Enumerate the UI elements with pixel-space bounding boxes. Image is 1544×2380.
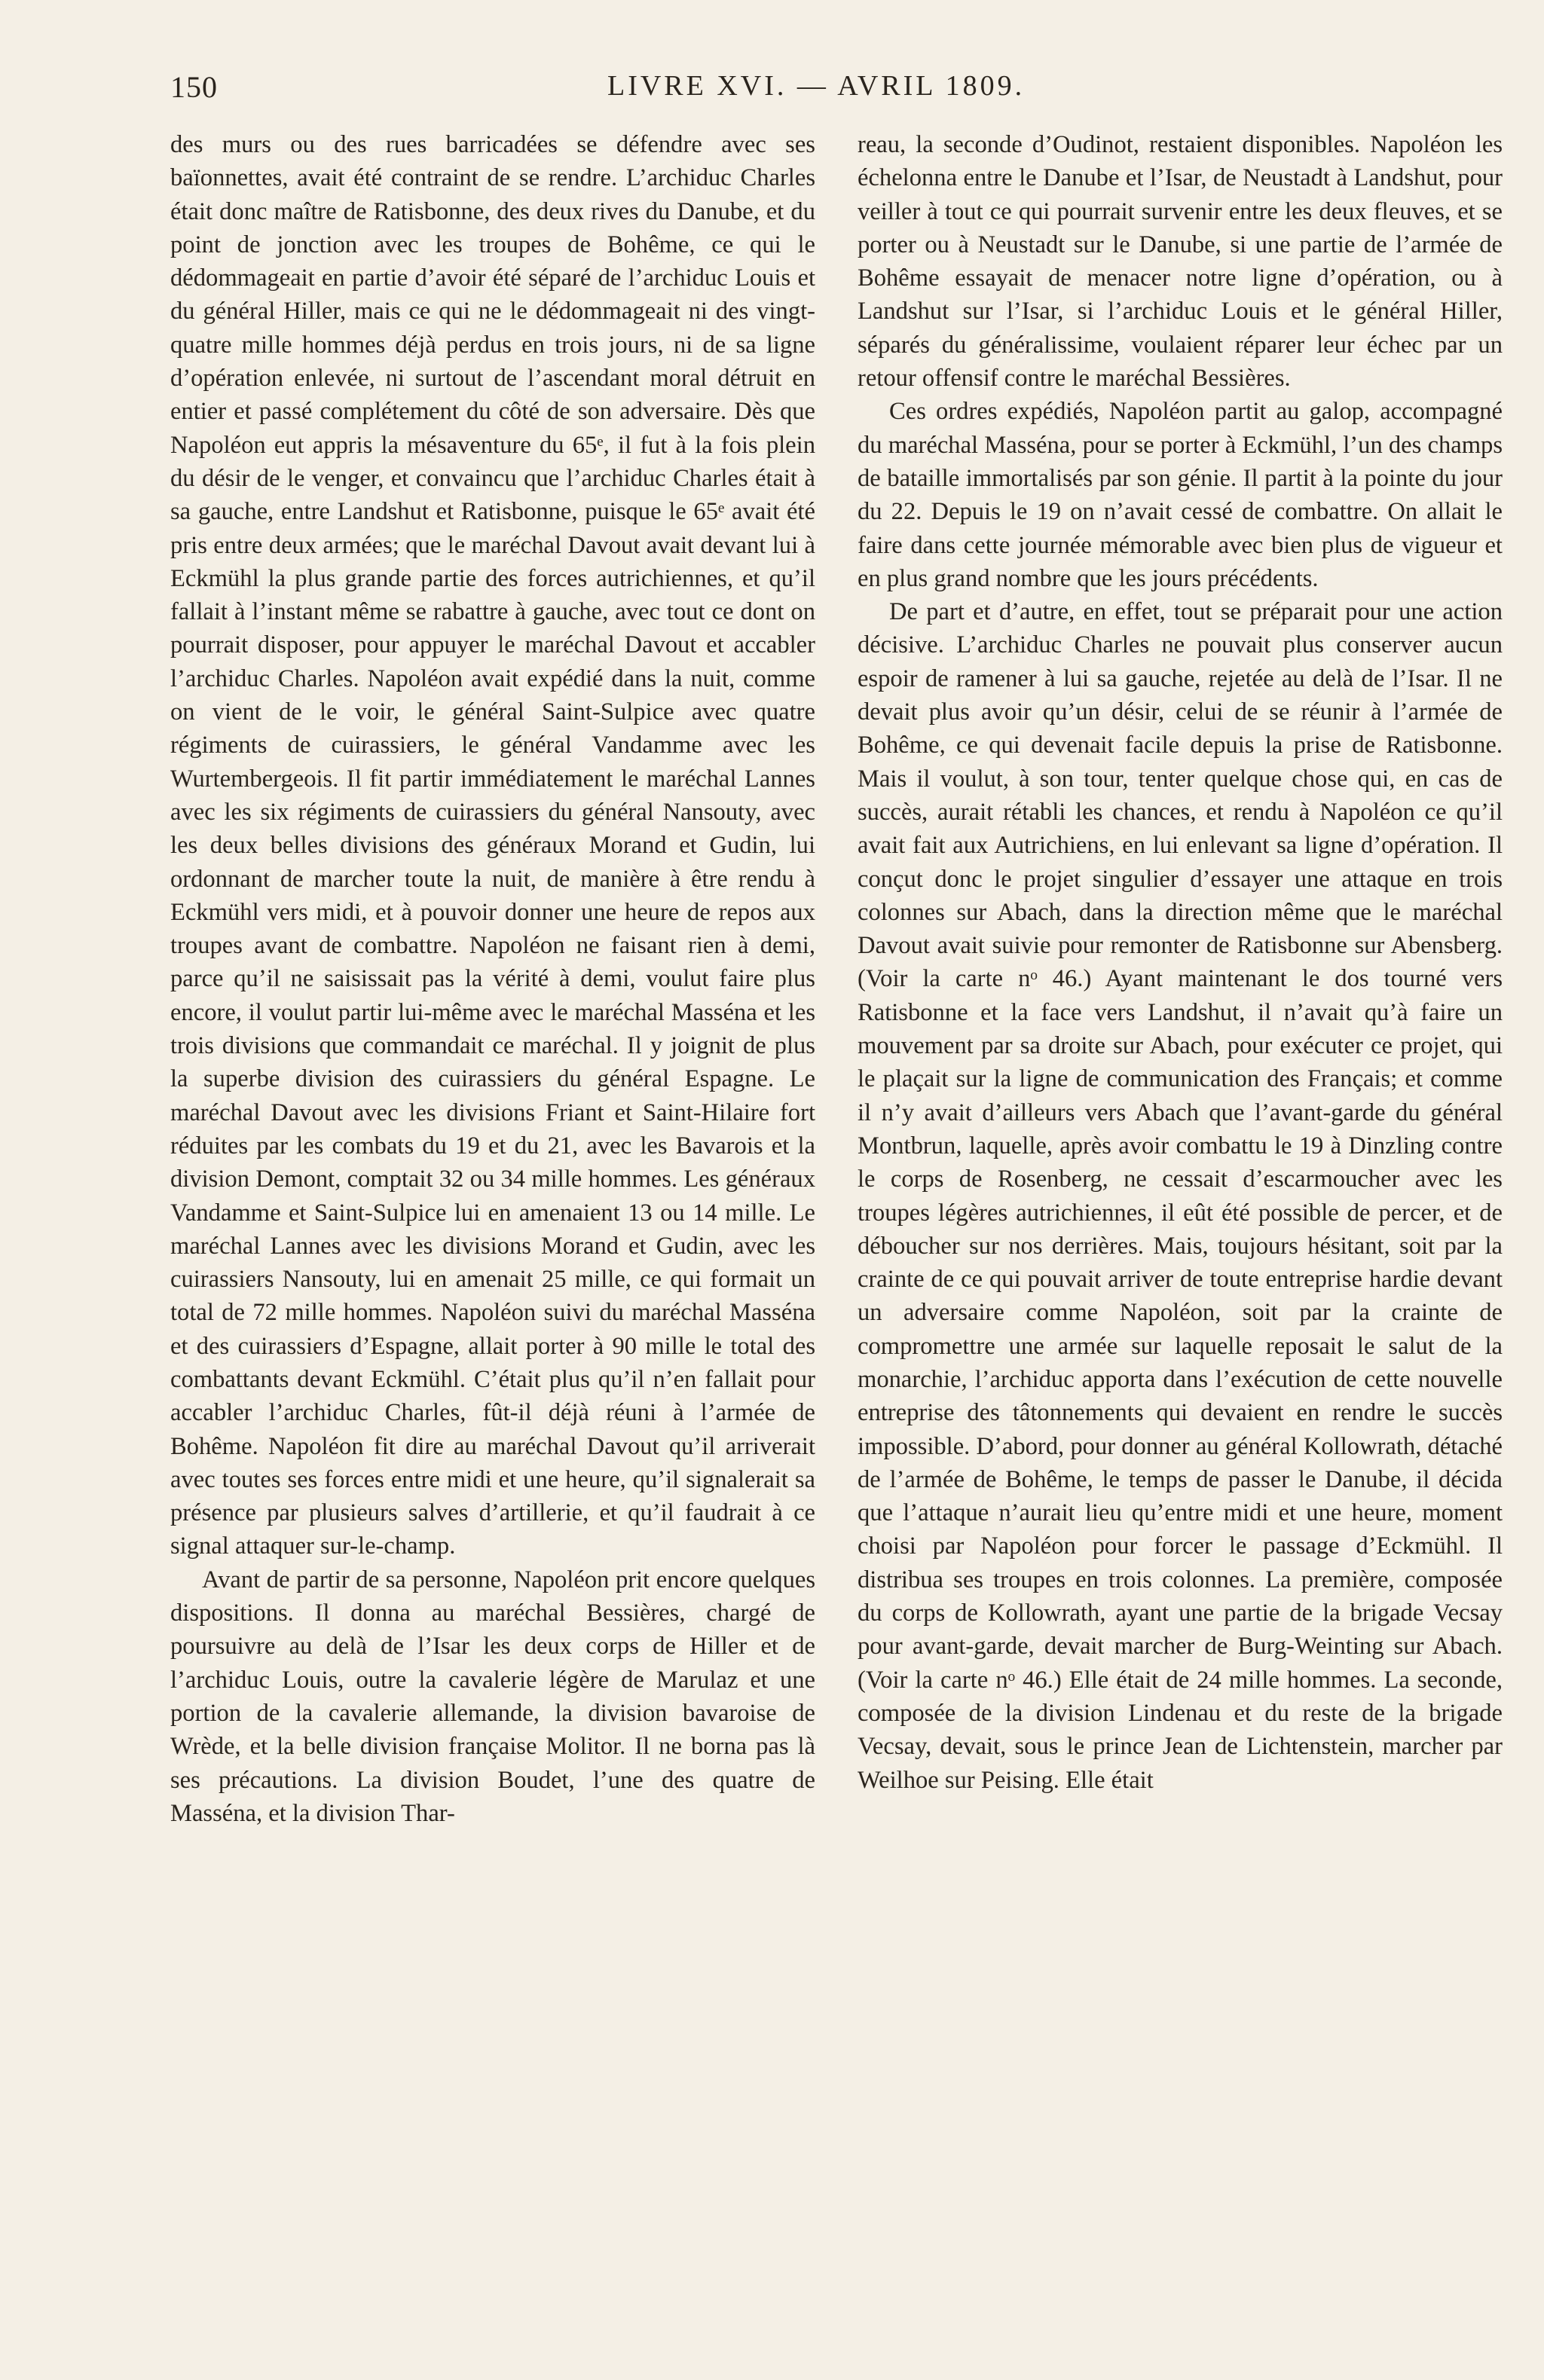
paragraph: des murs ou des rues barricadées se défendre avec ses baïonnettes, avait été contraint de se rendre. L’archiduc Charles était donc maître de Ratisbonne, des deux rives du Danube, et du point de jonction avec les troupes de Bohême, ce qui le dédommageait en partie d’avoir été séparé de l’archiduc Louis et du général Hiller, mais ce qui ne le dédommageait ni des vingt-quatre mille hommes déjà perdus en trois jours, ni de sa ligne d’opération enlevée, ni surtout de l’ascendant moral détruit en entier et passé complétement du côté de son adversaire. Dès que Napoléon eut appris la mésaventure du 65ᵉ, il fut à la fois plein du désir de le venger, et convaincu que l’archiduc Charles était à sa gauche, entre Landshut et Ratisbonne, puisque le 65ᵉ avait été pris entre deux armées; que le maréchal Davout avait devant lui à Eckmühl la plus grande partie des forces autrichiennes, et qu’il fallait à l’instant même se rabattre à gauche, avec tout ce dont on pourrait disposer, pour appuyer le maréchal Davout et accabler l’archiduc Charles. Napoléon avait expédié dans la nuit, comme on vient de le voir, le général Saint-Sulpice avec quatre régiments de cuirassiers, le général Vandamme avec les Wurtembergeois. Il fit partir immédiatement le maréchal Lannes avec les six régiments de cuirassiers du général Nansouty, avec les deux belles divisions des généraux Morand et Gudin, lui ordonnant de marcher toute la nuit, de manière à être rendu à Eckmühl vers midi, et à pouvoir donner une heure de repos aux troupes avant de combattre. Napoléon ne faisant rien à demi, parce qu’il ne saisissait pas la vérité à demi, voulut faire plus encore, il voulut partir lui-même avec le maréchal Masséna et les trois divisions que commandait ce maréchal. Il y joignit de plus la superbe division des cuirassiers du général Espagne. Le maréchal Davout avec les divisions Friant et Saint-Hilaire fort réduites par les combats du 19 et du 21, avec les Bavarois et la division Demont, comptait 32 ou 34 mille hommes. Les généraux Vandamme et Saint-Sulpice lui en amenaient 13 ou 14 mille. Le maréchal Lannes avec les divisions Morand et Gudin, avec les cuirassiers Nansouty, lui en amenait 25 mille, ce qui formait un total de 72 mille hommes. Napoléon suivi du maréchal Masséna et des cuirassiers d’Espagne, allait porter à 90 mille le total des combattants devant Eckmühl. C’était plus qu’il n’en fallait pour accabler l’archiduc Charles, fût-il déjà réuni à l’armée de Bohême. Napoléon fit dire au maréchal Davout qu’il arriverait avec toutes ses forces entre midi et une heure, qu’il signalerait sa présence par plusieurs salves d’artillerie, et qu’il faudrait à ce signal attaquer sur-le-champ. — [170, 131, 815, 1560]
text-column-left — [170, 128, 815, 1830]
paragraph: reau, la seconde d’Oudinot, restaient disponibles. Napoléon les échelonna entre le Danube et l’Isar, de Neustadt à Landshut, pour veiller à tout ce qui pourrait survenir entre les deux fleuves, et se porter ou à Neustadt sur le Danube, si une partie de l’armée de Bohême essayait de menacer notre ligne d’opération, ou à Landshut sur l’Isar, si l’archiduc Louis et le général Hiller, séparés du généralissime, voulaient réparer leur échec par un retour offensif contre le maréchal Bessières. — [858, 131, 1503, 393]
paragraph: Avant de partir de sa personne, Napoléon prit encore quelques dispositions. Il donna au maréchal Bessières, chargé de poursuivre au delà de l’Isar les deux corps de Hiller et de l’archiduc Louis, outre la cavalerie légère de Marulaz et une portion de la cavalerie allemande, la division bavaroise de Wrède, et la belle division française Molitor. Il ne borna pas là ses précautions. La division Boudet, l’une des quatre de Masséna, et la division Thar- — [170, 1566, 815, 1827]
running-title: LIVRE XVI. — AVRIL 1809. — [607, 70, 1026, 102]
paragraph: De part et d’autre, en effet, tout se préparait pour une action décisive. L’archiduc Charles ne pouvait plus conserver aucun espoir de ramener à lui sa gauche, rejetée au delà de l’Isar. Il ne devait plus avoir qu’un désir, celui de se réunir à l’armée de Bohême, ce qui devenait facile depuis la prise de Ratisbonne. Mais il voulut, à son tour, tenter quelque chose qui, en cas de succès, aurait rétabli les chances, et rendu à Napoléon ce qu’il avait fait aux Autrichiens, en lui enlevant sa ligne d’opération. Il conçut donc le projet singulier d’essayer une attaque en trois colonnes sur Abach, dans la direction même que le maréchal Davout avait suivie pour remonter de Ratisbonne sur Abensberg. (Voir la carte nᵒ 46.) Ayant maintenant le dos tourné vers Ratisbonne et la face vers Landshut, il n’avait qu’à faire un mouvement par sa droite sur Abach, pour exécuter ce projet, qui le plaçait sur la ligne de communication des Français; et comme il n’y avait d’ailleurs vers Abach que l’avant-garde du général Montbrun, laquelle, après avoir combattu le 19 à Dinzling contre le corps de Rosenberg, ne cessait d’escarmoucher avec les troupes légères autrichiennes, il eût été possible de percer, et de déboucher sur nos derrières. Mais, toujours hésitant, soit par la crainte de ce qui pouvait arriver de toute entreprise hardie devant un adversaire comme Napoléon, soit par la crainte de compromettre une armée sur laquelle reposait le salut de la monarchie, l’archiduc apporta dans l’exécution de cette nouvelle entreprise des tâtonnements qui devaient en rendre le succès impossible. D’abord, pour donner au général Kollowrath, détaché de l’armée de Bohême, le temps de passer le Danube, il décida que l’attaque n’aurait lieu qu’entre midi et une heure, moment choisi par Napoléon pour forcer le passage d’Eckmühl. Il distribua ses troupes en trois colonnes. La première, composée du corps de Kollowrath, ayant une partie de la brigade Vecsay pour avant-garde, devait marcher de Burg-Weinting sur Abach. (Voir la carte nᵒ 46.) Elle était de 24 mille hommes. La seconde, composée de la division Lindenau et du reste de la brigade Vecsay, devait, sous le prince Jean de Lichtenstein, marcher par Weilhoe sur Peising. Elle était — [858, 598, 1503, 1794]
page-number: 150 — [170, 70, 218, 104]
running-header — [170, 69, 1519, 115]
paragraph: Ces ordres expédiés, Napoléon partit au galop, accompagné du maréchal Masséna, pour se porter à Eckmühl, l’un des champs de bataille immortalisés par son génie. Il partit à la pointe du jour du 22. Depuis le 19 on n’avait cessé de combattre. On allait le faire dans cette journée mémorable avec bien plus de vigueur et en plus grand nombre que les jours précédents. — [858, 398, 1503, 592]
text-column-right — [858, 128, 1503, 1797]
